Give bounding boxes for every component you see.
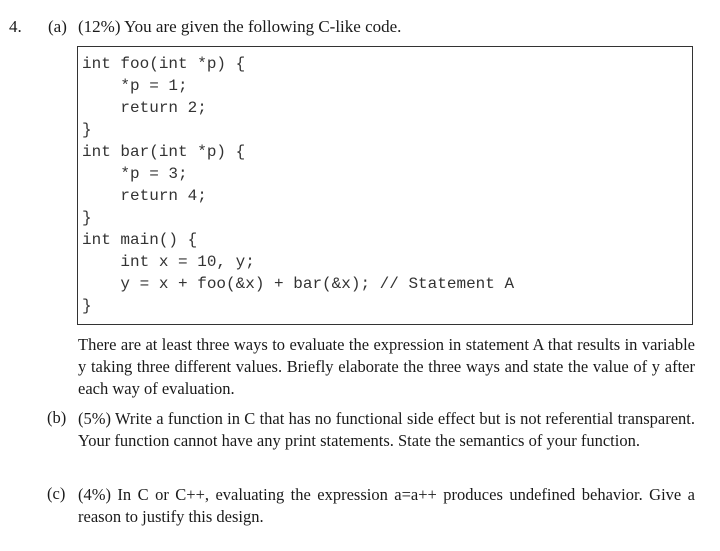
part-c-label: (c) — [47, 484, 66, 503]
part-c-text: (4%) In C or C++, evaluating the expression a=a++ produces undefined behavior. Give a reason to justify this design. — [78, 485, 695, 526]
part-b-label: (b) — [47, 408, 67, 427]
part-b-text — [78, 408, 695, 452]
question-number: 4. — [9, 17, 22, 36]
part-a-intro: (12%) You are given the following C-like code. — [78, 17, 402, 36]
code-listing: int foo(int *p) { *p = 1; return 2; } int bar(int *p) { *p = 3; return 4; } int main() { int x = 10, y; y = x + foo(&x) + bar(&x); // Statement A } — [82, 55, 515, 315]
part-a-text: There are at least three ways to evaluate the expression in statement A that results in variable y taking three different values. Briefly elaborate the three ways and state the value of y after each way of evaluation. — [78, 335, 695, 398]
code-box — [77, 46, 693, 325]
part-a-label: (a) — [48, 17, 67, 36]
part-b-content: (5%) Write a function in C that has no functional side effect but is not referential transparent. Your function cannot have any print statements. State the semantics of your function. — [78, 409, 695, 450]
